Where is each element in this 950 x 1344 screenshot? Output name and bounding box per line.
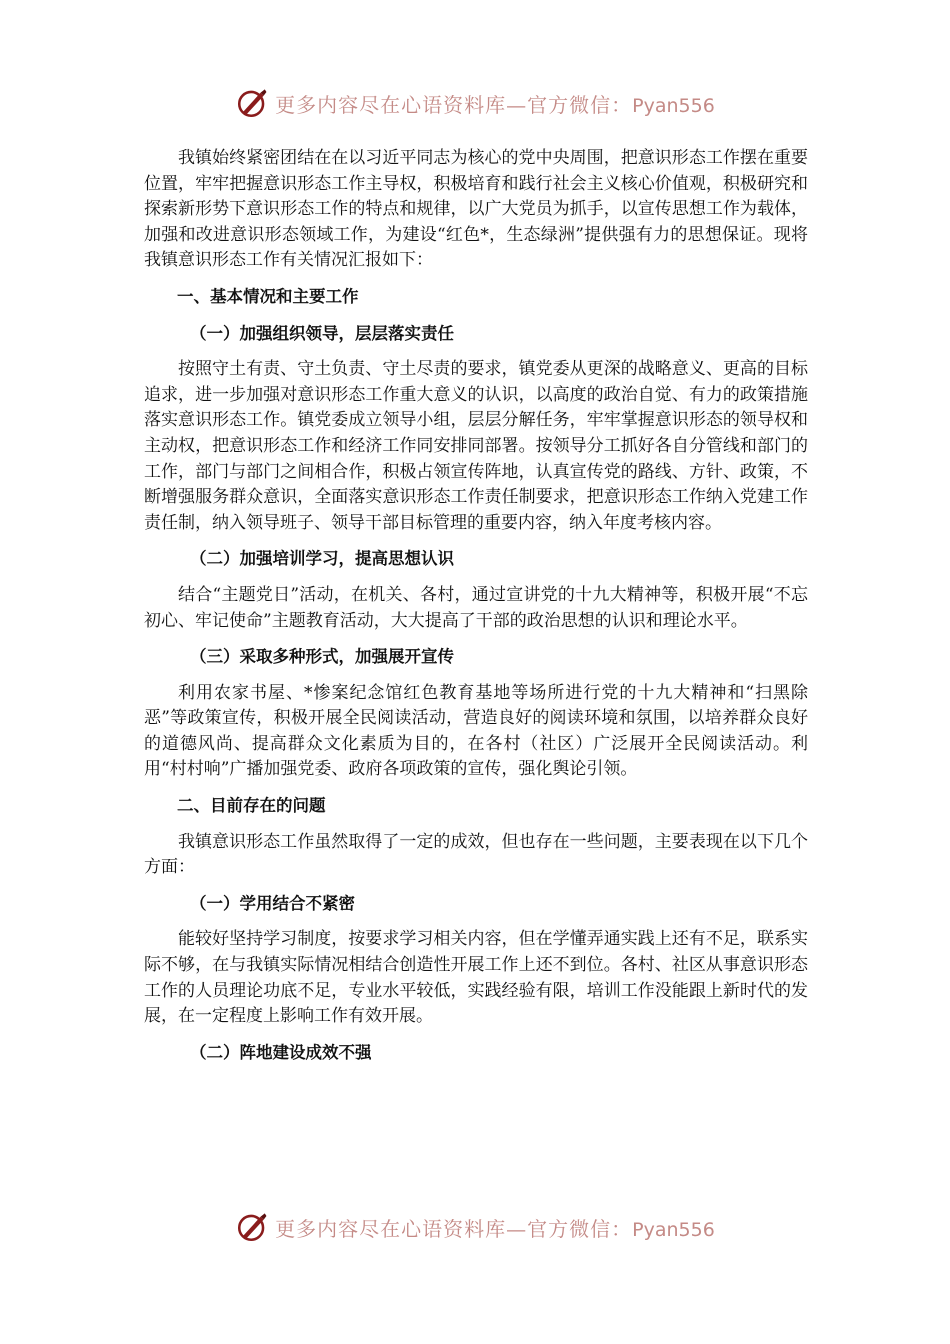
watermark-text: 更多内容尽在心语资料库—官方微信：Pyan556 (275, 92, 715, 117)
paragraph-2-intro: 我镇意识形态工作虽然取得了一定的成效，但也存在一些问题，主要表现在以下几个方面： (144, 831, 808, 878)
paragraph-2-1: 能较好坚持学习制度，按要求学习相关内容，但在学懂弄通实践上还有不足，联系实际不够，在与我镇实际情况相结合创造性开展工作上还不到位。各村、社区从事意识形态工作的人员理论功底不足，专业水平较低，实践经验有限，培训工作没能跟上新时代的发展，在一定程度上影响工作有效开展。 (144, 929, 808, 1027)
header-watermark (0, 86, 950, 120)
section-heading-2: 二、目前存在的问题 (177, 796, 326, 816)
paragraph-1-1: 按照守土有责、守土负责、守土尽责的要求，镇党委从更深的战略意义、更高的目标追求，进一步加强对意识形态工作重大意义的认识，以高度的政治自觉、有力的政策措施落实意识形态工作。镇党委成立领导小组，层层分解任务，牢牢掌握意识形态的领导权和主动权，把意识形态工作和经济工作同安排同部署。按领导分工抓好各自分管线和部门的工作，部门与部门之间相合作，积极占领宣传阵地，认真宣传党的路线、方针、政策，不断增强服务群众意识，全面落实意识形态工作责任制要求，把意识形态工作纳入党建工作责任制，纳入领导班子、领导干部目标管理的重要内容，纳入年度考核内容。 (144, 359, 808, 533)
section-heading-1: 一、基本情况和主要工作 (177, 286, 359, 306)
subsection-heading-2-2: （二）阵地建设成效不强 (190, 1042, 372, 1062)
document-body (144, 146, 808, 1076)
subsection-heading-1-1: （一）加强组织领导，层层落实责任 (190, 323, 454, 343)
pen-logo-icon (235, 1210, 269, 1244)
watermark-text: 更多内容尽在心语资料库—官方微信：Pyan556 (275, 1216, 715, 1241)
pen-logo-icon (235, 86, 269, 120)
subsection-heading-1-2: （二）加强培训学习，提高思想认识 (190, 549, 454, 569)
paragraph-1-3: 利用农家书屋、*惨案纪念馆红色教育基地等场所进行党的十九大精神和“扫黑除恶”等政策宣传，积极开展全民阅读活动，营造良好的阅读环境和氛围，以培养群众良好的道德风尚、提高群众文化素质为目的，在各村（社区）广泛展开全民阅读活动。利用“村村响”广播加强党委、政府各项政策的宣传，强化舆论引领。 (144, 682, 808, 780)
footer-watermark (0, 1210, 950, 1244)
intro-paragraph: 我镇始终紧密团结在在以习近平同志为核心的党中央周围，把意识形态工作摆在重要位置，牢牢把握意识形态工作主导权，积极培育和践行社会主义核心价值观，积极研究和探索新形势下意识形态工作的特点和规律，以广大党员为抓手，以宣传思想工作为载体，加强和改进意识形态领域工作，为建设“红色*，生态绿洲”提供强有力的思想保证。现将我镇意识形态工作有关情况汇报如下： (144, 148, 808, 271)
paragraph-1-2: 结合“主题党日”活动，在机关、各村，通过宣讲党的十九大精神等，积极开展“不忘初心、牢记使命”主题教育活动，大大提高了干部的政治思想的认识和理论水平。 (144, 584, 808, 631)
subsection-heading-1-3: （三）采取多种形式，加强展开宣传 (190, 647, 454, 667)
subsection-heading-2-1: （一）学用结合不紧密 (190, 893, 355, 913)
